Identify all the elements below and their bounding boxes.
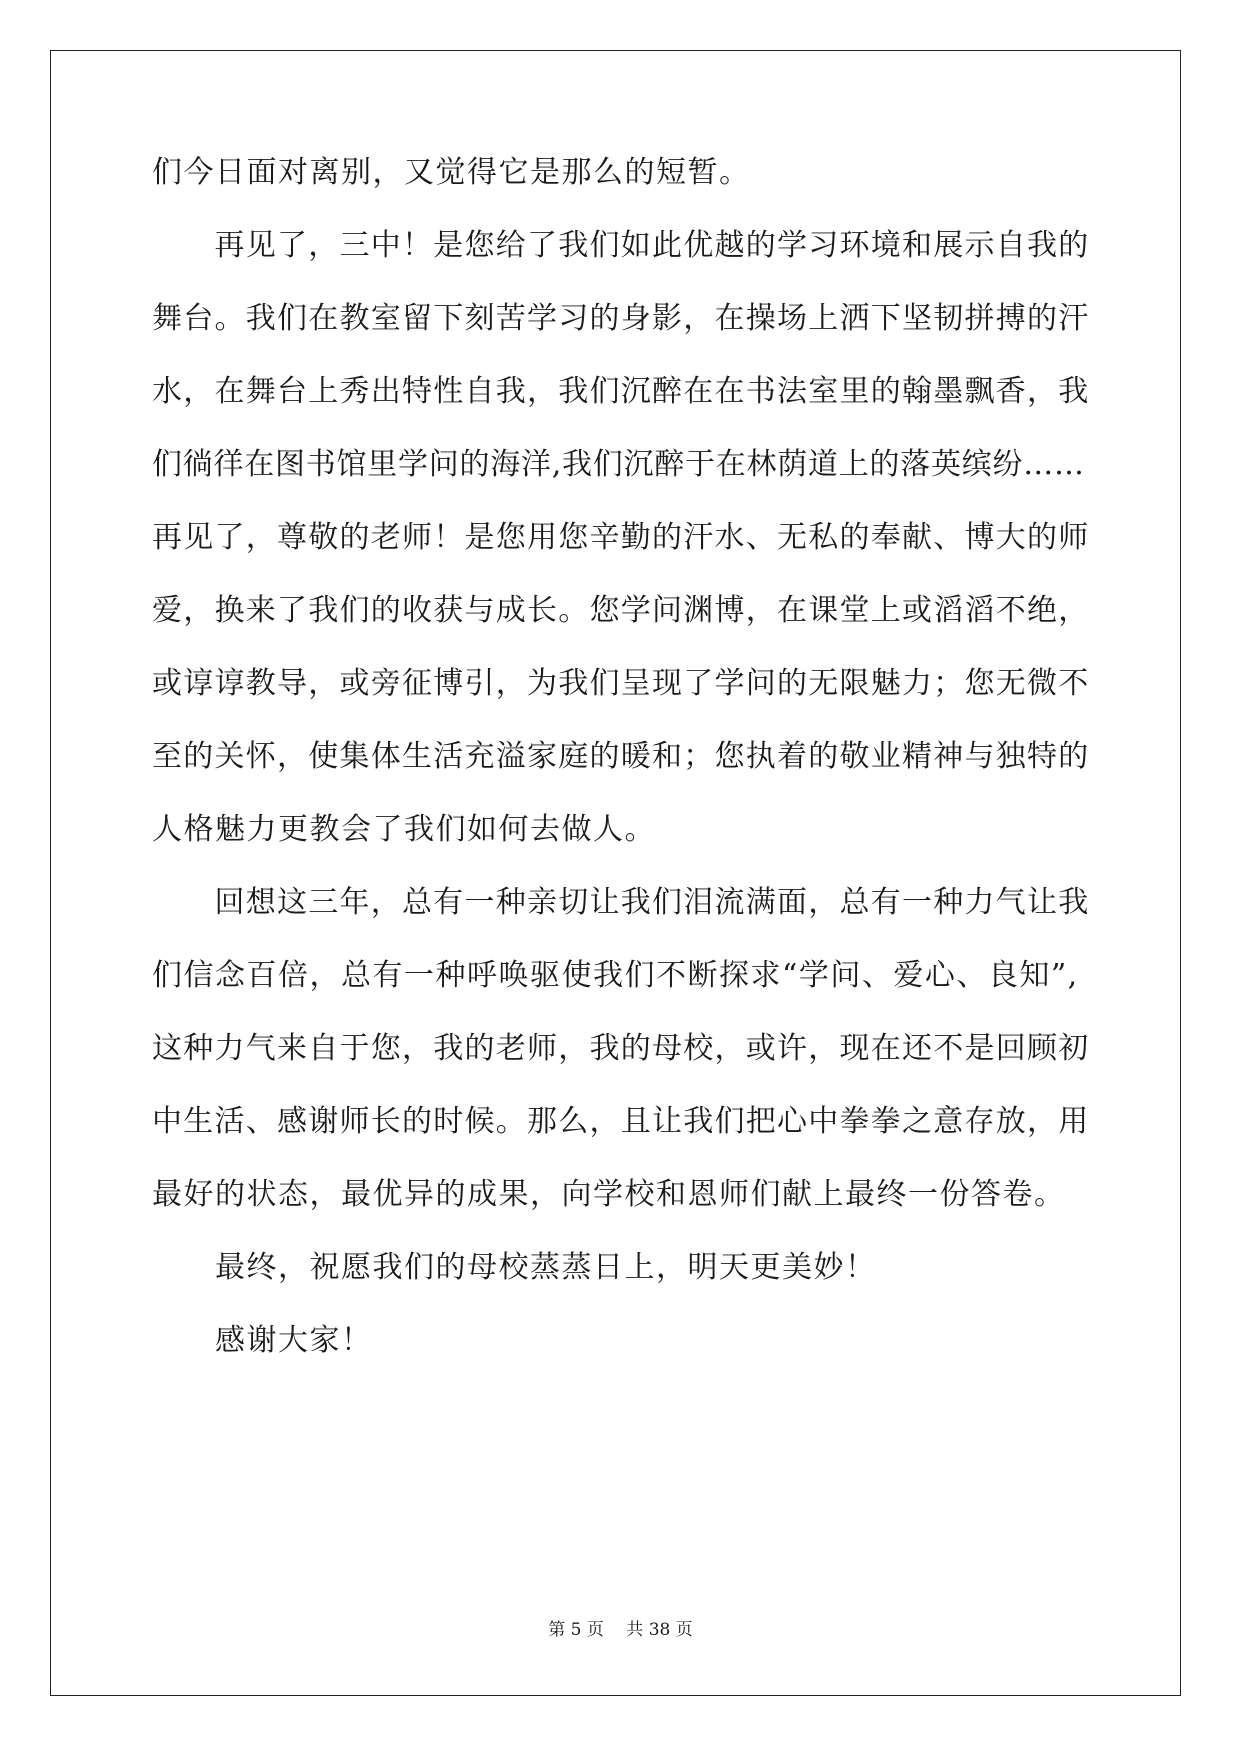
body-line-13: 这种力气来自于您，我的老师，我的母校，或许，现在还不是回顾初: [152, 1031, 1090, 1066]
page-border: [50, 50, 1181, 1696]
body-line-11: 回想这三年，总有一种亲切让我们泪流满面，总有一种力气让我: [152, 885, 1090, 920]
body-line-12: 们信念百倍，总有一种呼唤驱使我们不断探求“学问、爱心、良知”,: [152, 958, 1079, 993]
body-line-10: 人格魅力更教会了我们如何去做人。: [152, 812, 656, 847]
body-line-3: 舞台。我们在教室留下刻苦学习的身影，在操场上洒下坚韧拼搏的汗: [152, 301, 1090, 336]
body-line-15: 最好的状态，最优异的成果，向学校和恩师们献上最终一份答卷。: [152, 1177, 1066, 1212]
body-line-17: 感谢大家！: [152, 1323, 373, 1358]
body-line-1: 们今日面对离别，又觉得它是那么的短暂。: [152, 155, 751, 190]
body-line-5: 们徜徉在图书馆里学问的海洋,我们沉醉于在林荫道上的落英缤纷……: [152, 447, 1085, 482]
body-line-4: 水，在舞台上秀出特性自我，我们沉醉在在书法室里的翰墨飘香，我: [152, 374, 1090, 409]
body-line-9: 至的关怀，使集体生活充溢家庭的暖和；您执着的敬业精神与独特的: [152, 739, 1090, 774]
body-line-16: 最终，祝愿我们的母校蒸蒸日上，明天更美妙！: [152, 1250, 877, 1285]
body-line-7: 爱，换来了我们的收获与成长。您学问渊博，在课堂上或滔滔不绝，: [152, 593, 1090, 628]
body-line-14: 中生活、感谢师长的时候。那么，且让我们把心中拳拳之意存放，用: [152, 1104, 1090, 1139]
body-line-2: 再见了，三中！是您给了我们如此优越的学习环境和展示自我的: [152, 228, 1090, 263]
page-number-footer: 第 5 页 共 38 页: [548, 1620, 693, 1640]
body-line-6: 再见了，尊敬的老师！是您用您辛勤的汗水、无私的奉献、博大的师: [152, 520, 1090, 555]
body-line-8: 或谆谆教导，或旁征博引，为我们呈现了学问的无限魅力；您无微不: [152, 666, 1090, 701]
